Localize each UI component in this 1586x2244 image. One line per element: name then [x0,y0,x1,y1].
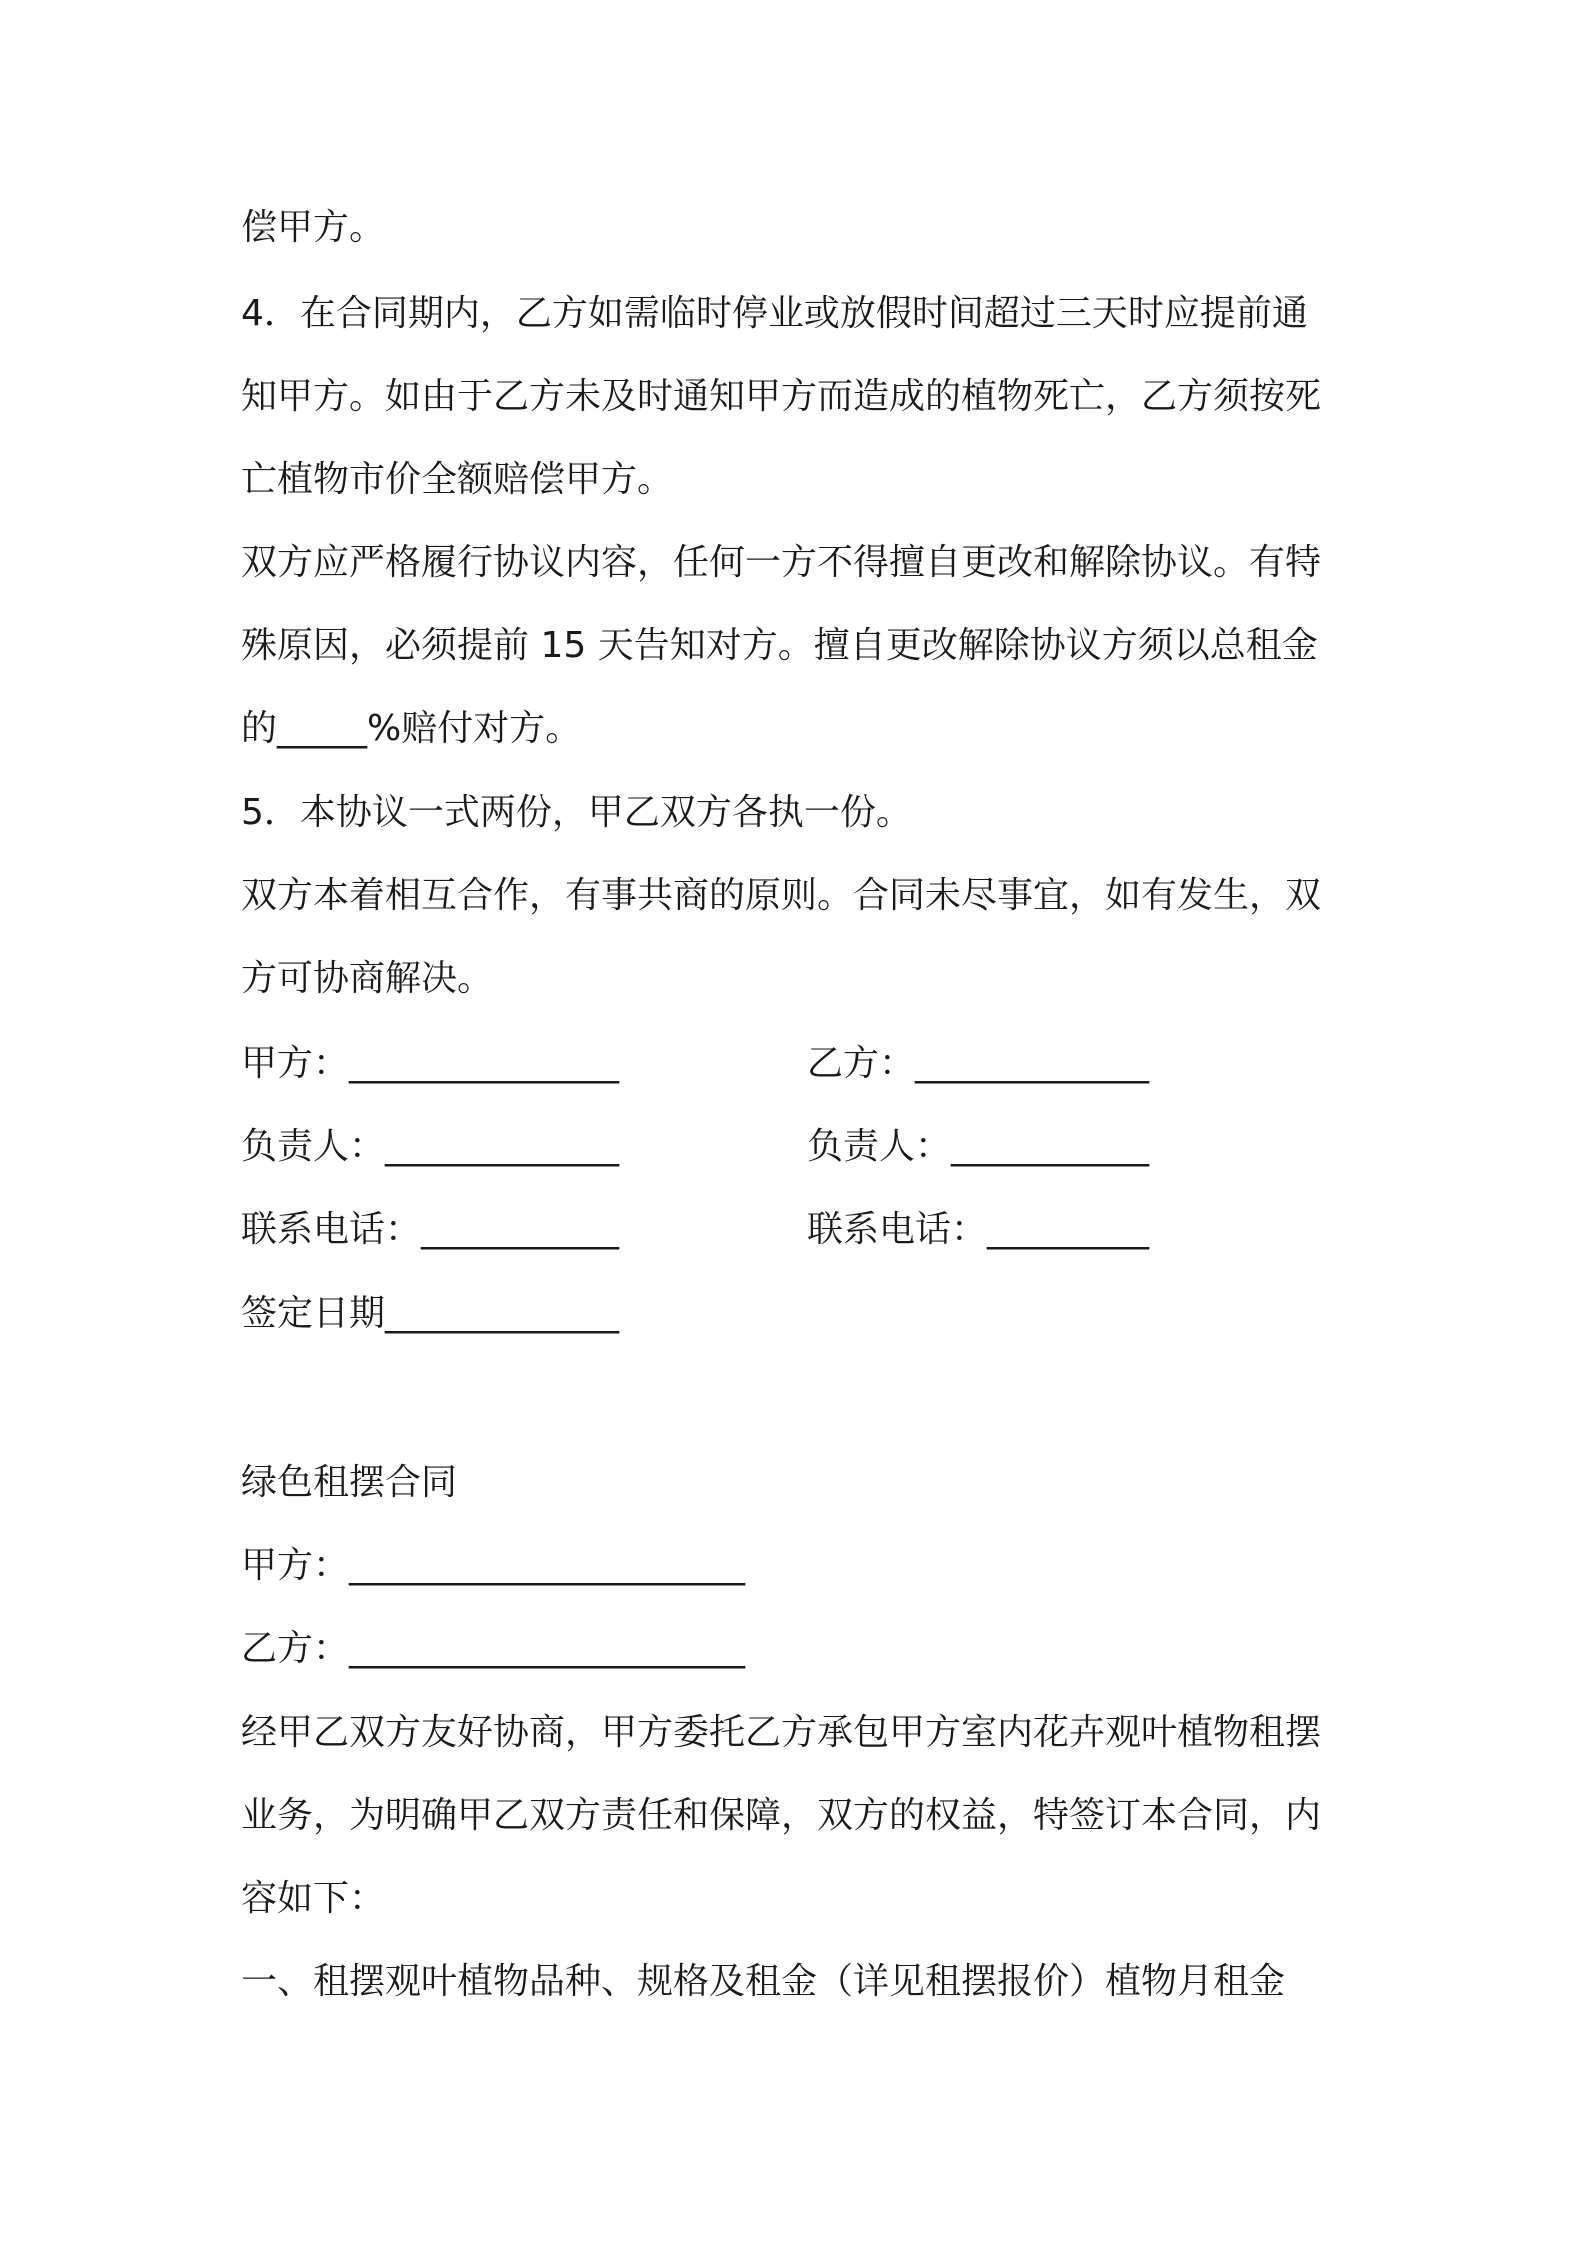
paragraph-line: 偿甲方。 [241,207,386,248]
contract-party-b: 乙方：______________________ [241,1628,746,1669]
clause-4-line-3: 亡植物市价全额赔偿甲方。 [241,459,674,500]
contract-party-a: 甲方：______________________ [241,1545,746,1586]
clause-4-line-1: 4．在合同期内，乙方如需临时停业或放假时间超过三天时应提前通 [241,293,1308,334]
party-b-signature: 乙方：_____________ [807,1043,1150,1084]
party-b-phone: 联系电话：_________ [807,1209,1150,1250]
party-a-signature: 甲方：_______________ [241,1043,620,1084]
party-a-phone: 联系电话：___________ [241,1209,620,1250]
party-b-representative: 负责人：___________ [807,1126,1150,1167]
clause-5-line: 5．本协议一式两份，甲乙双方各执一份。 [241,792,912,833]
contract-intro-line-1: 经甲乙双方友好协商，甲方委托乙方承包甲方室内花卉观叶植物租摆 [241,1712,1322,1753]
obligation-line-1: 双方应严格履行协议内容，任何一方不得擅自更改和解除协议。有特 [241,542,1322,583]
obligation-line-2: 殊原因，必须提前 15 天告知对方。擅自更改解除协议方须以总租金 [241,625,1318,666]
party-a-representative: 负责人：_____________ [241,1126,620,1167]
cooperation-line-2: 方可协商解决。 [241,958,494,999]
contract-title: 绿色租摆合同 [241,1462,458,1503]
cooperation-line-1: 双方本着相互合作，有事共商的原则。合同未尽事宜，如有发生，双 [241,875,1322,916]
obligation-line-3: 的_____%赔付对方。 [241,708,582,749]
section-1-heading: 一、租摆观叶植物品种、规格及租金（详见租摆报价）植物月租金 [241,1961,1286,2002]
contract-intro-line-3: 容如下： [241,1878,386,1919]
signing-date: 签定日期_____________ [241,1293,620,1334]
clause-4-line-2: 知甲方。如由于乙方未及时通知甲方而造成的植物死亡，乙方须按死 [241,376,1322,417]
contract-intro-line-2: 业务，为明确甲乙双方责任和保障，双方的权益，特签订本合同，内 [241,1795,1322,1836]
